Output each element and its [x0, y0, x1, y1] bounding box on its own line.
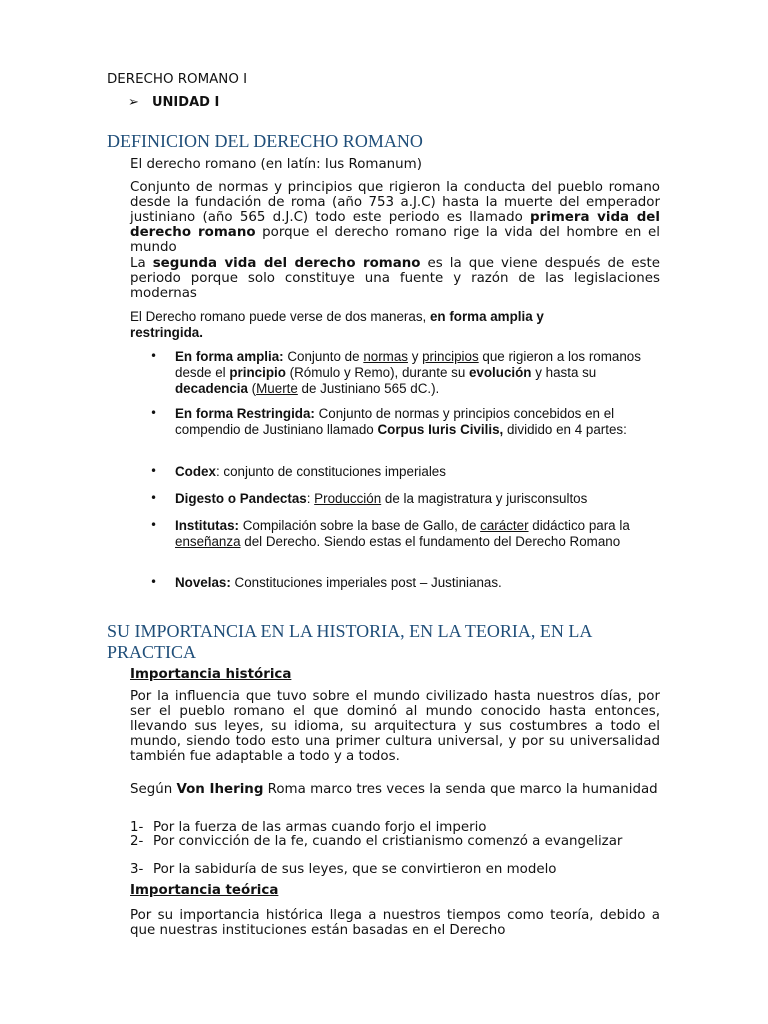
list-item-novelas: Novelas: Constituciones imperiales post – Justinianas.: [175, 575, 502, 590]
link-normas[interactable]: normas: [363, 349, 408, 364]
bold-von-ihering: Von Ihering: [176, 782, 264, 797]
bullet-dot: •: [150, 575, 158, 589]
link-caracter[interactable]: carácter: [480, 518, 529, 533]
bold-primera-vida: primera vida del derecho romano: [130, 210, 660, 240]
list-item-armas: Por la fuerza de las armas cuando forjo el imperio: [153, 820, 487, 835]
bold-forma-amplia-restringida: en forma amplia y restringida.: [130, 309, 544, 340]
bold-segunda-vida: segunda vida del derecho romano: [152, 256, 421, 271]
arrow-bullet-icon: ➢: [128, 95, 139, 110]
list-item-leyes: Por la sabiduría de sus leyes, que se convirtieron en modelo: [153, 862, 557, 877]
list-number: 2-: [130, 834, 144, 849]
section-heading-definition: DEFINICION DEL DERECHO ROMANO: [107, 131, 423, 151]
list-number: 1-: [130, 820, 144, 835]
list-item-forma-restringida: En forma Restringida: Conjunto de normas y principios concebidos en el compendio de Justiniano llamado Corpus Iuris Civilis, dividido en 4 partes:: [175, 406, 627, 437]
subheading-importancia-teorica: Importancia teórica: [130, 883, 279, 898]
bullet-dot: •: [150, 518, 158, 532]
bullet-dot: •: [150, 464, 158, 478]
paragraph-influencia: Por la influencia que tuvo sobre el mundo civilizado hasta nuestros días, por ser el pueblo romano el que dominó al mundo conocido hasta entonces, llevando sus leyes, su idioma, su arquitectura y sus costumbres a todo el mundo, siendo todo esto una primer cultura universal, y por su universalidad también fue adaptable a todo y a todos.: [130, 689, 660, 764]
bullet-dot: •: [150, 406, 158, 420]
section-heading-importancia: SU IMPORTANCIA EN LA HISTORIA, EN LA TEORIA, EN LA PRACTICA: [107, 621, 592, 662]
list-item-digesto: Digesto o Pandectas: Producción de la magistratura y jurisconsultos: [175, 491, 588, 506]
subheading-importancia-historica: Importancia histórica: [130, 667, 292, 682]
link-ensenanza[interactable]: enseñanza: [175, 534, 241, 549]
unit-label: UNIDAD I: [152, 95, 220, 110]
bullet-dot: •: [150, 349, 158, 363]
list-number: 3-: [130, 862, 144, 877]
paragraph-importancia-teorica: Por su importancia histórica llega a nuestros tiempos como teoría, debido a que nuestras instituciones están basadas en el Derecho: [130, 908, 660, 938]
list-item-forma-amplia: En forma amplia: Conjunto de normas y principios que rigieron a los romanos desde el principio (Rómulo y Remo), durante su evolución y hasta su decadencia (Muerte de Justiniano 565 dC.).: [175, 349, 641, 396]
list-item-codex: Codex: conjunto de constituciones imperiales: [175, 464, 446, 479]
paragraph-segunda-vida: La segunda vida del derecho romano es la que viene después de este periodo porque solo constituye una fuente y razón de las legislaciones modernas: [130, 256, 660, 301]
paragraph-dos-maneras: El Derecho romano puede verse de dos maneras, en forma amplia y restringida.: [130, 309, 544, 340]
document-title: DERECHO ROMANO I: [107, 72, 248, 87]
link-muerte[interactable]: Muerte: [256, 381, 298, 396]
link-principios[interactable]: principios: [422, 349, 479, 364]
paragraph-von-ihering: Según Von Ihering Roma marco tres veces la senda que marco la humanidad: [130, 782, 658, 797]
link-produccion[interactable]: Producción: [314, 491, 382, 506]
bullet-dot: •: [150, 491, 158, 505]
list-item-institutas: Institutas: Compilación sobre la base de Gallo, de carácter didáctico para la enseñanza del Derecho. Siendo estas el fundamento del Derecho Romano: [175, 518, 630, 549]
list-item-fe: Por convicción de la fe, cuando el cristianismo comenzó a evangelizar: [153, 834, 623, 849]
paragraph-conjunto-normas: Conjunto de normas y principios que rigieron la conducta del pueblo romano desde la fundación de roma (año 753 a.J.C) hasta la muerte del emperador justiniano (año 565 d.J.C) todo este periodo es llamado primera vida del derecho romano porque el derecho romano rige la vida del hombre en el mundo: [130, 180, 660, 255]
paragraph-ius-romanum: El derecho romano (en latín: Ius Romanum): [130, 157, 422, 172]
